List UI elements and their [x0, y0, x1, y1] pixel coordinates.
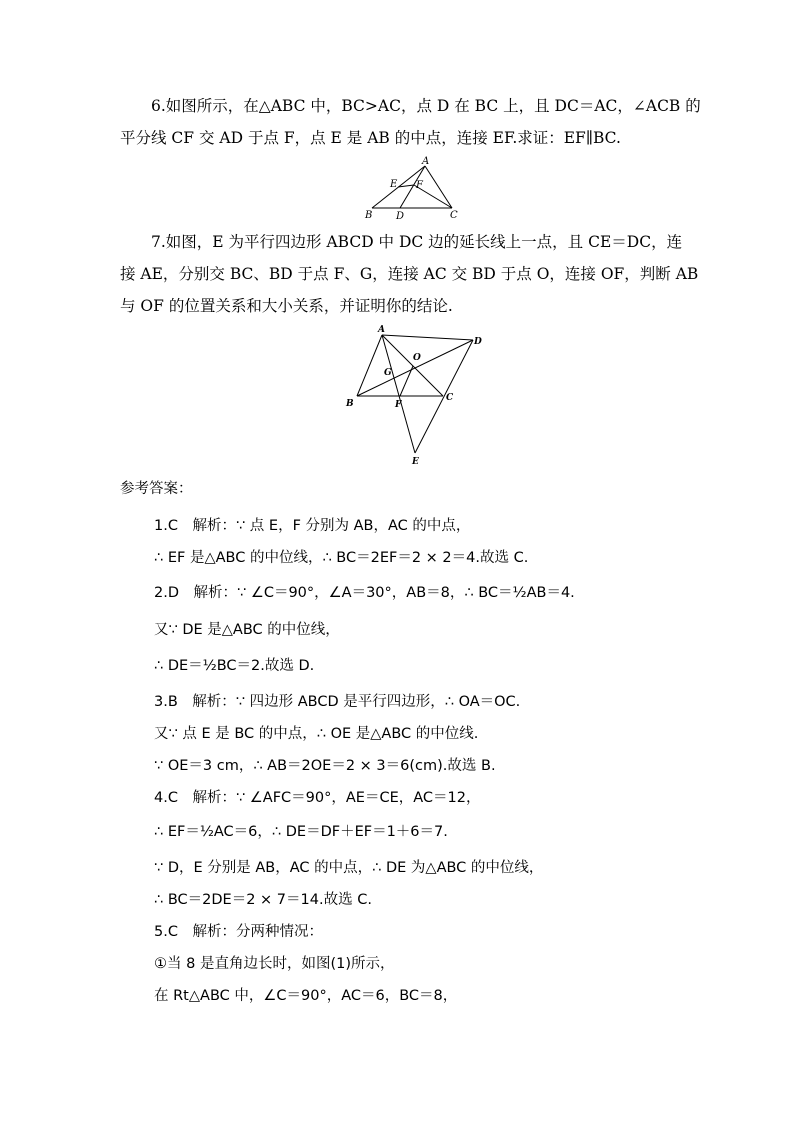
label-a: A: [378, 325, 385, 335]
q7-text-line-3: 与 OF 的位置关系和大小关系，并证明你的结论.: [120, 297, 453, 315]
answer-line: 1.C 解析：∵ 点 E，F 分别为 AB，AC 的中点，: [154, 518, 471, 534]
label-e: E: [390, 179, 398, 190]
answer-line: 又∵ 点 E 是 BC 的中点，∴ OE 是△ABC 的中位线.: [154, 726, 479, 742]
segment-ac: [425, 166, 452, 208]
q7-text-line-2: 接 AE，分别交 BC、BD 于点 F、G，连接 AC 交 BD 于点 O，连接 OF，判断 AB: [120, 265, 699, 283]
q6-triangle-figure: [360, 152, 470, 224]
answer-line: ∴ EF 是△ABC 的中位线，∴ BC＝2EF＝2 × 2＝4.故选 C.: [154, 550, 529, 566]
answer-line: ∴ DE＝½BC＝2.故选 D.: [154, 658, 315, 674]
answer-line: 在 Rt△ABC 中，∠C＝90°，AC＝6，BC＝8，: [154, 988, 458, 1004]
segment-ae: [382, 335, 415, 453]
answer-line: ∵ D，E 分别是 AB，AC 的中点，∴ DE 为△ABC 的中位线，: [154, 860, 544, 876]
answer-line: 又∵ DE 是△ABC 的中位线，: [154, 622, 340, 638]
label-e: E: [412, 457, 419, 467]
answer-line: ∴ EF＝½AC＝6，∴ DE＝DF＋EF＝1＋6＝7.: [154, 824, 448, 840]
label-f: F: [395, 400, 402, 410]
segment-of: [400, 366, 413, 396]
answer-line: 4.C 解析：∵ ∠AFC＝90°，AE＝CE，AC＝12，: [154, 790, 481, 806]
label-d: D: [396, 211, 405, 222]
answer-line: 2.D 解析：∵ ∠C＝90°，∠A＝30°，AB＝8，∴ BC＝½AB＝4.: [154, 585, 575, 601]
label-c: C: [450, 210, 458, 221]
label-a: A: [422, 156, 430, 167]
label-b: B: [365, 210, 373, 221]
answer-line: ∵ OE＝3 cm，∴ AB＝2OE＝2 × 3＝6(cm).故选 B.: [154, 758, 496, 774]
label-f: F: [416, 180, 423, 191]
segment-ac: [382, 335, 443, 396]
label-o: O: [413, 353, 421, 363]
label-b: B: [346, 399, 354, 409]
label-d: D: [474, 337, 482, 347]
answers-heading: 参考答案：: [120, 481, 193, 497]
segment-bd: [357, 340, 473, 396]
q6-text-line-1: 6.如图所示，在△ABC 中，BC>AC，点 D 在 BC 上，且 DC＝AC，∠ACB 的: [151, 97, 701, 115]
q6-text-line-2: 平分线 CF 交 AD 于点 F，点 E 是 AB 的中点，连接 EF.求证：EF∥BC.: [120, 129, 621, 147]
label-g: G: [384, 368, 392, 378]
q7-parallelogram-figure: [340, 320, 490, 470]
segment-ab: [357, 335, 382, 396]
label-c: C: [446, 393, 454, 403]
answer-line: ∴ BC＝2DE＝2 × 7＝14.故选 C.: [154, 892, 372, 908]
answer-line: 5.C 解析：分两种情况：: [154, 924, 323, 940]
segment-ad: [382, 335, 473, 340]
answer-line: 3.B 解析：∵ 四边形 ABCD 是平行四边形，∴ OA＝OC.: [154, 694, 521, 710]
q7-text-line-1: 7.如图，E 为平行四边形 ABCD 中 DC 边的延长线上一点，且 CE＝DC，连: [151, 233, 683, 251]
answer-line: ①当 8 是直角边长时，如图(1)所示，: [154, 956, 395, 972]
